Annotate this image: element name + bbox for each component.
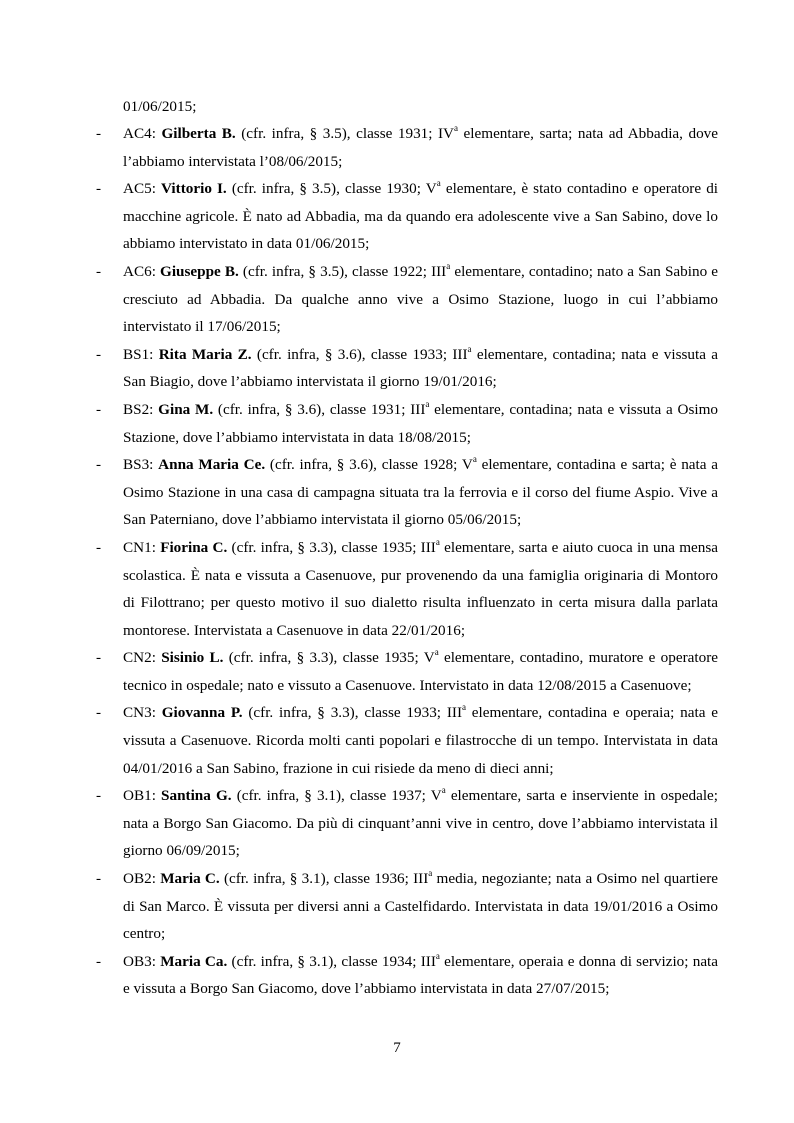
informant-name: Rita Maria Z. [158, 345, 252, 363]
informant-details: (cfr. infra, § 3.6), classe 1931; III [213, 400, 426, 418]
informant-description: elementare, contadino, muratore e operatore tecnico in ospedale; nato e vissuto a Casenuove. Intervistato in data 12/08/2015 a Casenuove; [123, 649, 719, 694]
informant-details: (cfr. infra, § 3.5), classe 1922; III [238, 262, 447, 280]
list-item [0, 644, 718, 699]
informant-name: Fiorina C. [160, 538, 228, 556]
list-item [0, 948, 718, 1003]
bullet-dash: - [96, 262, 102, 280]
informant-name: Gilberta B. [161, 125, 236, 142]
informant-code: CN3: [123, 704, 156, 722]
informant-code: AC4: [123, 125, 156, 142]
informant-name: Giuseppe B. [160, 262, 239, 280]
informant-details: (cfr. infra, § 3.1), classe 1934; III [227, 952, 436, 970]
informant-description: elementare, è stato contadino e operatore di macchine agricole. È nato ad Abbadia, ma da quando era adolescente vive a San Sabino, dove lo abbiamo intervistato in data 01/06/2015; [123, 180, 719, 253]
superscript: a [454, 122, 459, 133]
list-item [0, 341, 718, 396]
informant-name: Gina M. [158, 400, 214, 418]
bullet-dash: - [96, 704, 102, 722]
list-item [0, 534, 718, 644]
informant-code: OB2: [123, 870, 156, 888]
informant-description: media, negoziante; nata a Osimo nel quartiere di San Marco. È vissuta per diversi anni a Castelfidardo. Intervistata in data 19/01/2016 a Osimo centro; [123, 870, 719, 943]
informant-name: Maria C. [160, 870, 220, 888]
superscript: a [435, 950, 440, 961]
list-item [0, 865, 718, 948]
list-item [0, 175, 718, 258]
informant-details: (cfr. infra, § 3.3), classe 1933; III [242, 704, 462, 722]
superscript: a [435, 536, 440, 547]
informant-details: (cfr. infra, § 3.6), classe 1928; V [265, 456, 473, 474]
informant-code: BS2: [123, 400, 154, 418]
superscript: a [441, 785, 446, 796]
list-item [0, 782, 718, 865]
page-number: 7 [393, 1040, 401, 1056]
informant-details: (cfr. infra, § 3.3), classe 1935; V [223, 649, 435, 667]
informant-name: Anna Maria Ce. [158, 456, 266, 474]
list-item [0, 120, 718, 175]
informant-code: AC5: [123, 180, 156, 198]
informant-code: CN1: [123, 538, 156, 556]
superscript: a [434, 647, 439, 658]
informant-description: elementare, operaia e donna di servizio; nata e vissuta a Borgo San Giacomo, dove l’abbiamo intervistata in data 27/07/2015; [123, 952, 719, 998]
superscript: a [472, 454, 477, 465]
bullet-dash: - [96, 952, 102, 970]
continuation-text: 01/06/2015; [123, 98, 197, 115]
informant-description: elementare, contadina; nata e vissuta a San Biagio, dove l’abbiamo intervistata il giorno 19/01/2016; [123, 345, 718, 391]
informant-description: elementare, contadina e operaia; nata e vissuta a Casenuove. Ricorda molti canti popolari e filastrocche di un tempo. Intervistata in data 04/01/2016 a San Sabino, frazione in cui risiede da meno di dieci anni; [123, 704, 718, 777]
informant-name: Vittorio I. [161, 180, 227, 198]
informant-list [0, 120, 794, 1003]
bullet-dash: - [96, 787, 102, 805]
informant-details: (cfr. infra, § 3.1), classe 1937; V [231, 787, 442, 805]
informant-code: AC6: [123, 262, 156, 280]
bullet-dash: - [96, 456, 102, 474]
informant-code: BS1: [123, 345, 154, 363]
bullet-dash: - [96, 125, 102, 142]
informant-description: elementare, contadina; nata e vissuta a Osimo Stazione, dove l’abbiamo intervistata in data 18/08/2015; [123, 400, 718, 446]
bullet-dash: - [96, 345, 102, 363]
bullet-dash: - [96, 180, 102, 198]
bullet-dash: - [96, 400, 102, 418]
informant-code: OB1: [123, 787, 156, 805]
informant-code: CN2: [123, 649, 156, 667]
superscript: a [436, 178, 441, 189]
informant-name: Maria Ca. [160, 952, 228, 970]
informant-description: elementare, sarta; nata ad Abbadia, dove l’abbiamo intervistata l’08/06/2015; [123, 125, 719, 170]
list-item [0, 396, 718, 451]
informant-details: (cfr. infra, § 3.5), classe 1930; V [226, 180, 437, 198]
informant-details: (cfr. infra, § 3.3), classe 1935; III [227, 538, 436, 556]
informant-description: elementare, sarta e aiuto cuoca in una mensa scolastica. È nata e vissuta a Casenuove, pur provenendo da una famiglia originaria di Montoro di Filottrano; per questo motivo il suo dialetto risulta influenzato in certa misura dalla parlata montorese. Intervistata a Casenuove in data 22/01/2016; [123, 538, 719, 639]
informant-code: OB3: [123, 952, 156, 970]
bullet-dash: - [96, 870, 102, 888]
list-item [0, 258, 718, 341]
informant-details: (cfr. infra, § 3.1), classe 1936; III [219, 870, 429, 888]
list-item [0, 451, 718, 534]
bullet-dash: - [96, 538, 102, 556]
informant-description: elementare, contadino; nato a San Sabino e cresciuto ad Abbadia. Da qualche anno vive a Osimo Stazione, luogo in cui l’abbiamo intervistato il 17/06/2015; [123, 262, 718, 336]
list-item [0, 699, 718, 782]
informant-details: (cfr. infra, § 3.6), classe 1933; III [251, 345, 468, 363]
superscript: a [428, 867, 433, 878]
superscript: a [446, 260, 451, 271]
superscript: a [462, 702, 466, 713]
superscript: a [467, 343, 472, 354]
bullet-dash: - [96, 649, 102, 667]
informant-name: Sisinio L. [161, 649, 224, 667]
informant-name: Giovanna P. [161, 704, 243, 722]
informant-description: elementare, sarta e inserviente in ospedale; nata a Borgo San Giacomo. Da più di cinquant’anni vive in centro, dove l’abbiamo intervistata il giorno 06/09/2015; [123, 787, 718, 860]
informant-name: Santina G. [161, 787, 232, 805]
informant-code: BS3: [123, 456, 154, 474]
informant-description: elementare, contadina e sarta; è nata a Osimo Stazione in una casa di campagna situata tra la ferrovia e il corso del fiume Aspio. Vive a San Paterniano, dove l’abbiamo intervistata il giorno 05/06/2015; [123, 456, 719, 529]
superscript: a [425, 398, 430, 409]
informant-details: (cfr. infra, § 3.5), classe 1931; IV [235, 125, 455, 142]
